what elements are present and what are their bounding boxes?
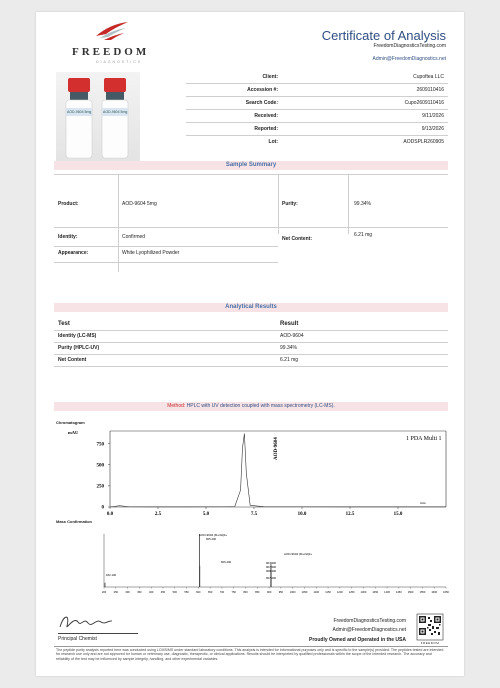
- mass-confirmation-title: Mass Confirmation: [56, 519, 93, 524]
- method-label: Method:: [167, 403, 186, 409]
- chromatogram-x-tick-label: 7.5: [250, 512, 258, 517]
- mass-peak-label: 907.500: [266, 565, 277, 569]
- chromatogram-x-tick-label: 5.0: [202, 512, 210, 517]
- mass-x-tick-label: 1450: [395, 591, 402, 594]
- chromatogram-y-tick-label: 500: [96, 463, 104, 469]
- purity-label: Purity:: [282, 201, 298, 207]
- net-content-value: 6.21 mg: [354, 232, 373, 238]
- net-content-label: Net Content:: [282, 236, 312, 242]
- signature-image-icon: [58, 612, 114, 632]
- mass-x-tick-label: 200: [101, 591, 107, 594]
- accession-value: 2609110416: [416, 87, 444, 93]
- footer-email[interactable]: Admin@FreedomDiagnostics.net: [332, 627, 406, 633]
- chromatogram-chart: [54, 426, 448, 518]
- mass-x-tick-label: 1600: [431, 591, 438, 594]
- client-label: Client:: [262, 74, 278, 80]
- mass-x-tick-label: 850: [255, 591, 260, 594]
- col-result-header: Result: [280, 321, 299, 327]
- header-email[interactable]: Admin@FreedomDiagnostics.net: [372, 56, 446, 62]
- mass-x-tick-label: 1050: [301, 591, 308, 594]
- reported-value: 9/13/2026: [421, 126, 444, 132]
- chromatogram-x-tick-label: 0.0: [106, 512, 114, 517]
- analytical-results-band: [54, 303, 448, 312]
- purity-value: 99.34%: [354, 201, 371, 207]
- page-title: Certificate of Analysis: [321, 28, 446, 43]
- identity-value: Confirmed: [122, 234, 146, 240]
- search-code-value: Cupo2609110416: [404, 100, 444, 106]
- brand-name: FREEDOM: [72, 46, 150, 58]
- mass-x-tick-label: 1400: [384, 591, 390, 594]
- brand-tagline: DIAGNOSTICS: [96, 60, 143, 64]
- method-band: [54, 402, 448, 411]
- mass-x-tick-label: 1500: [407, 591, 414, 594]
- mass-x-tick-label: 250: [113, 591, 118, 594]
- chromatogram-y-tick-label: 250: [96, 484, 104, 490]
- chromatogram-peak-label: AOD-9604: [274, 437, 279, 460]
- mass-x-tick-label: 1550: [419, 591, 426, 594]
- result-row-test: Net Content: [58, 357, 87, 363]
- appearance-label: Appearance:: [58, 250, 89, 256]
- mass-x-tick-label: 1250: [348, 591, 355, 594]
- chromatogram-unit: mAU: [68, 430, 79, 435]
- result-row-value: AOD-9604: [280, 333, 304, 339]
- method-text: HPLC with UV detection coupled with mass spectrometry (LC-MS).: [186, 403, 335, 409]
- result-row-value: 99.34%: [280, 345, 297, 351]
- mass-peak-label: 606.200: [221, 560, 232, 564]
- mass-annotation-main: AOD-9604 [M+3H]3+: [199, 533, 228, 537]
- chromatogram-xunit: min: [420, 501, 426, 505]
- mass-x-tick-label: 400: [149, 591, 154, 594]
- header-website[interactable]: FreedomDiagnosticsTesting.com: [373, 43, 446, 49]
- vial-image-icon: [56, 72, 140, 164]
- mass-peak-label: 605.200: [206, 537, 217, 541]
- mass-peak-label: 908.300: [266, 569, 277, 573]
- vial-label-right: AOD-9604 5mg: [103, 110, 128, 114]
- qr-caption: FREEDOM: [420, 641, 440, 645]
- chromatogram-x-tick-label: 15.0: [393, 512, 403, 517]
- mass-x-tick-label: 1650: [443, 591, 449, 594]
- accession-label: Accession #:: [247, 87, 278, 93]
- received-value: 9/11/2026: [422, 113, 444, 119]
- mass-x-tick-label: 550: [184, 591, 189, 594]
- mass-x-tick-label: 1200: [336, 591, 343, 594]
- mass-x-tick-label: 1100: [313, 591, 320, 594]
- sample-summary-heading: Sample Summary: [225, 162, 277, 168]
- lot-label: Lot:: [268, 139, 278, 145]
- mass-peak-label: 907.200: [266, 576, 277, 580]
- chromatogram-y-tick-label: 0: [101, 505, 104, 511]
- chromatogram-x-tick-label: 2.5: [154, 512, 162, 517]
- mass-x-tick-label: 800: [243, 591, 248, 594]
- col-test-header: Test: [58, 321, 70, 327]
- mass-x-tick-label: 1000: [289, 591, 296, 594]
- mass-x-tick-label: 900: [266, 591, 272, 594]
- disclaimer-text: The peptide purity analysis reported here was conducted using LCMS/MS under standard laboratory conditions. This analysis is intended for informational purposes only and is specific to the sample(s) provided. The peptides tested are intended for research use only and are not approved for human or veterinary use, diagnostic, therapeutic, or clinical applications. Results should be interpreted by qualified professionals within the scope of the intended research. The accuracy and reliability of the test may be influenced by sample integrity, handling, and other experimental variables.: [56, 648, 444, 661]
- mass-x-tick-label: 500: [172, 591, 177, 594]
- appearance-value: White Lyophilized Powder: [122, 250, 180, 256]
- chromatogram-x-tick-label: 12.5: [345, 512, 355, 517]
- mass-x-tick-label: 650: [207, 591, 213, 594]
- mass-peak-label: 182.100: [106, 573, 117, 577]
- mass-x-tick-label: 300: [125, 591, 130, 594]
- footer-website[interactable]: FreedomDiagnosticsTesting.com: [333, 618, 406, 624]
- result-row-test: Identity (LC-MS): [58, 333, 97, 339]
- client-value: Cupoftea LLC: [413, 74, 444, 80]
- mass-x-tick-label: 1300: [360, 591, 367, 594]
- mass-x-tick-label: 750: [231, 591, 236, 594]
- lot-value: AODSPLR260905: [403, 139, 444, 145]
- product-label: Product:: [58, 201, 79, 207]
- received-label: Received:: [254, 113, 278, 119]
- mass-x-tick-label: 1350: [372, 591, 379, 594]
- mass-x-tick-label: 450: [160, 591, 166, 594]
- mass-peak-label: 907.900: [266, 561, 277, 565]
- mass-x-tick-label: 600: [196, 591, 201, 594]
- mass-annotation-second: AOD-9604 [M+2H]2+: [284, 552, 313, 556]
- result-row-value: 6.21 mg: [280, 357, 299, 363]
- freedom-flag-logo-icon: [92, 20, 132, 42]
- footer-tagline: Proudly Owned and Operated in the USA: [309, 637, 406, 643]
- chromatogram-x-tick-label: 10.0: [297, 512, 307, 517]
- search-code-label: Search Code:: [245, 100, 278, 106]
- mass-x-tick-label: 1150: [325, 591, 331, 594]
- product-value: AOD-9604 5mg: [122, 201, 157, 207]
- result-row-test: Purity (HPLC-UV): [58, 345, 100, 351]
- chromatogram-title: Chromatogram: [56, 420, 85, 425]
- identity-label: Identity:: [58, 234, 78, 240]
- vial-photo: [56, 72, 140, 164]
- mass-x-tick-label: 950: [278, 591, 284, 594]
- certificate-page: [36, 12, 464, 676]
- vial-label-left: AOD-9604 5mg: [67, 110, 92, 114]
- mass-x-tick-label: 350: [137, 591, 142, 594]
- mass-x-tick-label: 700: [219, 591, 225, 594]
- qr-code-icon[interactable]: [417, 614, 443, 640]
- mass-spectrum-chart: [54, 526, 448, 602]
- sample-summary-band: [54, 161, 448, 170]
- chromatogram-y-tick-label: 750: [96, 442, 104, 448]
- reported-label: Reported:: [254, 126, 278, 132]
- analytical-results-heading: Analytical Results: [225, 304, 277, 310]
- chromatogram-legend: 1 PDA Multi 1: [406, 436, 442, 442]
- signer-title: Principal Chemist: [58, 636, 97, 642]
